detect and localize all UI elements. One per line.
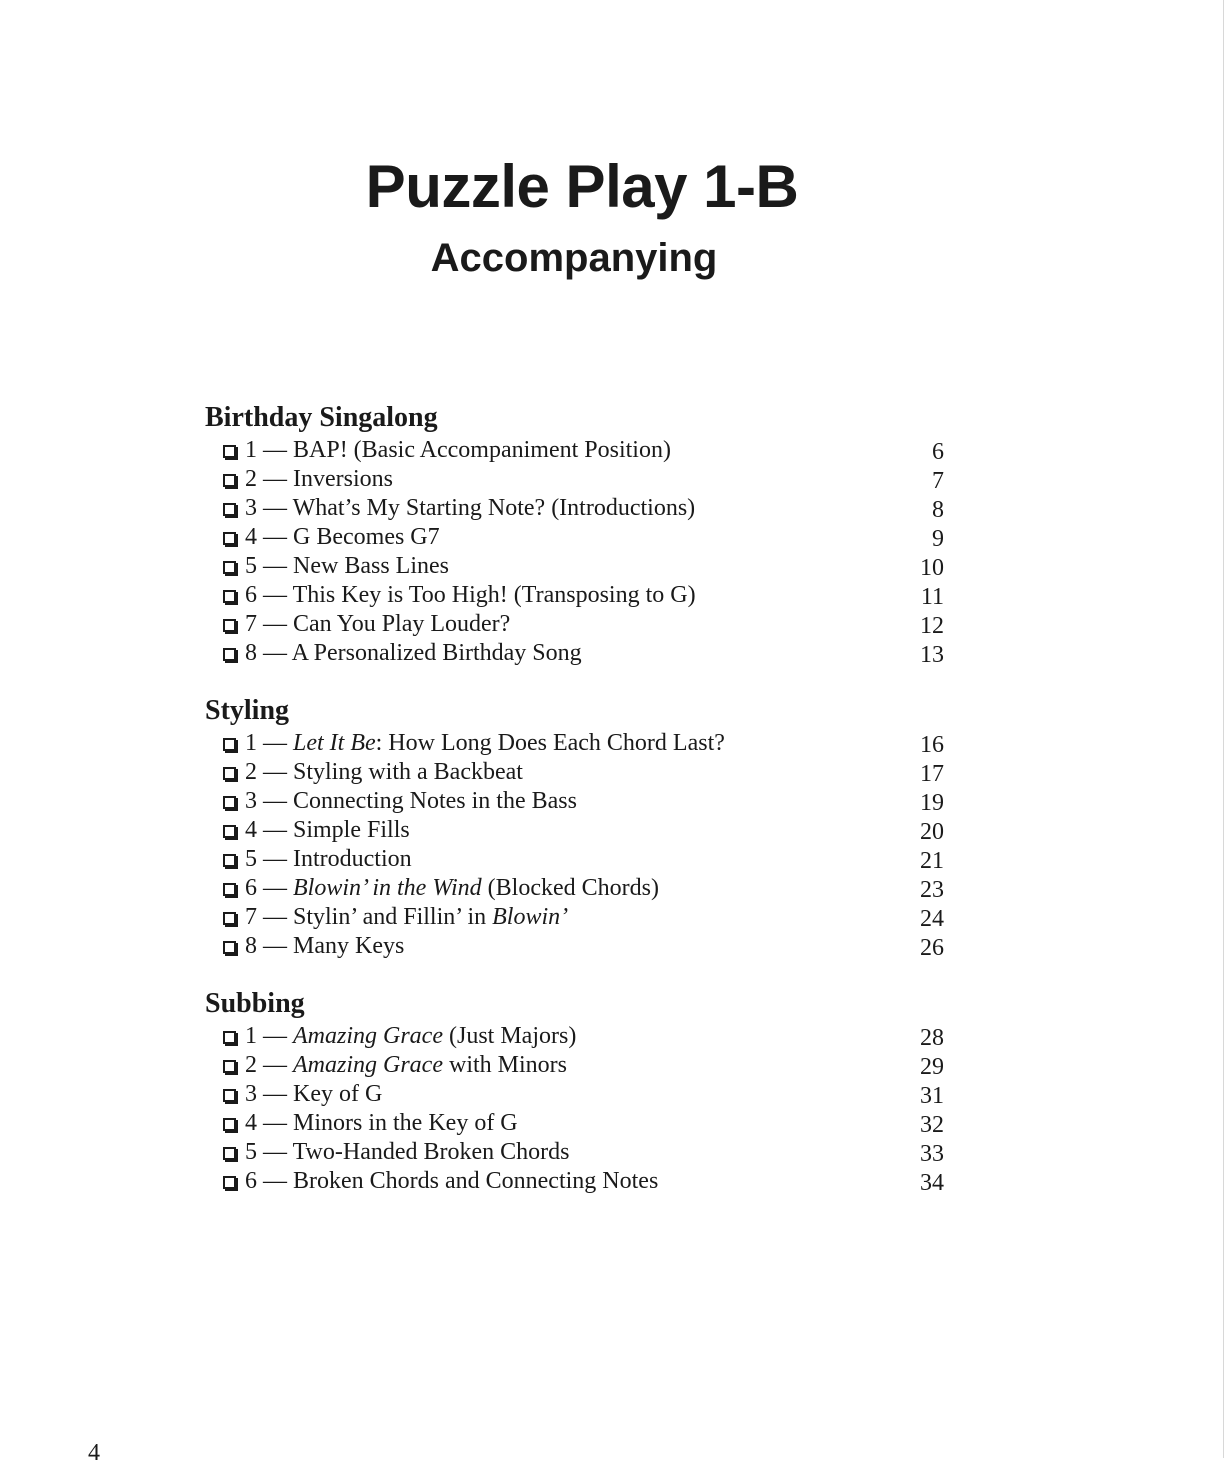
toc-entry (205, 787, 950, 816)
checkbox-icon[interactable] (223, 767, 236, 780)
table-of-contents (205, 400, 950, 1221)
entry-label-part: (Just Majors) (442, 1023, 577, 1049)
toc-entry (205, 610, 950, 639)
toc-section (205, 400, 950, 668)
section-heading: Birthday Singalong (205, 402, 438, 433)
entry-label-part: 2 — (245, 1052, 293, 1078)
entry-label-italic: Amazing Grace (293, 1023, 443, 1049)
toc-section (205, 693, 950, 961)
toc-entry (205, 1080, 950, 1109)
entry-label-part: 2 — Inversions (245, 466, 393, 492)
entry-label-part: 6 — Broken Chords and Connecting Notes (245, 1168, 659, 1194)
entry-label-part: 8 — Many Keys (245, 933, 405, 959)
entry-page-number: 28 (920, 1025, 944, 1051)
checkbox-icon[interactable] (223, 796, 236, 809)
checkbox-icon[interactable] (223, 825, 236, 838)
entry-label (245, 582, 696, 608)
entry-label (245, 1168, 658, 1194)
entry-page-number: 26 (920, 935, 944, 961)
entry-page-number: 21 (920, 848, 944, 874)
entry-label (245, 875, 659, 901)
entry-label-part: 7 — Stylin’ and Fillin’ in (245, 904, 493, 930)
entry-label-part: 3 — Connecting Notes in the Bass (245, 788, 577, 814)
entry-label-part: 3 — What’s My Starting Note? (Introductions) (245, 495, 696, 521)
entry-page-number: 17 (920, 761, 944, 787)
checkbox-icon[interactable] (223, 503, 236, 516)
entry-page-number: 29 (920, 1054, 944, 1080)
entry-page-number: 34 (920, 1170, 944, 1196)
checkbox-icon[interactable] (223, 1118, 236, 1131)
entry-page-number: 33 (920, 1141, 944, 1167)
checkbox-icon[interactable] (223, 854, 236, 867)
page-subtitle: Accompanying (430, 236, 718, 280)
entry-label (245, 846, 412, 872)
entry-label (245, 524, 440, 550)
entry-label (245, 817, 410, 843)
entry-label (245, 1023, 576, 1049)
entry-page-number: 6 (932, 439, 944, 465)
checkbox-icon[interactable] (223, 883, 236, 896)
toc-entry (205, 1022, 950, 1051)
entry-label-italic: Let It Be (293, 730, 376, 756)
checkbox-icon[interactable] (223, 474, 236, 487)
entry-label-part: 5 — New Bass Lines (245, 553, 449, 579)
toc-section (205, 986, 950, 1196)
entry-page-number: 11 (920, 584, 944, 610)
toc-entry (205, 581, 950, 610)
toc-entry (205, 1051, 950, 1080)
entry-label-italic: Blowin’ (492, 904, 569, 930)
toc-entry (205, 552, 950, 581)
entry-label (245, 1081, 382, 1107)
checkbox-icon[interactable] (223, 1176, 236, 1189)
entry-page-number: 9 (932, 526, 944, 552)
entry-page-number: 32 (920, 1112, 944, 1138)
section-heading: Subbing (205, 988, 305, 1019)
entry-page-number: 12 (920, 613, 944, 639)
entry-label (245, 611, 510, 637)
entry-label (245, 495, 695, 521)
checkbox-icon[interactable] (223, 619, 236, 632)
checkbox-icon[interactable] (223, 1089, 236, 1102)
checkbox-icon[interactable] (223, 912, 236, 925)
checkbox-icon[interactable] (223, 445, 236, 458)
entry-label (245, 933, 404, 959)
entry-label (245, 466, 393, 492)
checkbox-icon[interactable] (223, 941, 236, 954)
entry-label-part: : How Long Does Each Chord Last? (375, 730, 725, 756)
toc-entry (205, 932, 950, 961)
entry-label (245, 553, 449, 579)
entry-page-number: 19 (920, 790, 944, 816)
entry-page-number: 7 (932, 468, 944, 494)
entry-label-part: (Blocked Chords) (481, 875, 659, 901)
toc-entry (205, 639, 950, 668)
entry-page-number: 24 (920, 906, 944, 932)
entry-label-italic: Amazing Grace (293, 1052, 443, 1078)
page-edge-divider (1223, 0, 1224, 1458)
entry-label (245, 904, 568, 930)
toc-entry (205, 436, 950, 465)
checkbox-icon[interactable] (223, 1147, 236, 1160)
entry-label-part: with Minors (442, 1052, 567, 1078)
entry-label-part: 5 — Two-Handed Broken Chords (245, 1139, 570, 1165)
entry-label-part: 5 — Introduction (245, 846, 412, 872)
entry-label-part: 1 — BAP! (Basic Accompaniment Position) (245, 437, 671, 463)
entry-label-part: 4 — G Becomes G7 (245, 524, 440, 550)
toc-entry (205, 1138, 950, 1167)
entry-label-part: 4 — Simple Fills (245, 817, 410, 843)
entry-page-number: 31 (920, 1083, 944, 1109)
entry-label (245, 759, 523, 785)
toc-entry (205, 903, 950, 932)
entry-label-part: 2 — Styling with a Backbeat (245, 759, 523, 785)
toc-entry (205, 1109, 950, 1138)
toc-entry (205, 465, 950, 494)
entry-page-number: 20 (920, 819, 944, 845)
entry-page-number: 23 (920, 877, 944, 903)
entry-label-part: 4 — Minors in the Key of G (245, 1110, 518, 1136)
checkbox-icon[interactable] (223, 1031, 236, 1044)
entry-label (245, 640, 582, 666)
entry-label-part: 7 — Can You Play Louder? (245, 611, 511, 637)
toc-entry (205, 816, 950, 845)
toc-entry (205, 1167, 950, 1196)
section-heading: Styling (205, 695, 290, 726)
entry-label (245, 1052, 567, 1078)
entry-label-part: 8 — A Personalized Birthday Song (245, 640, 582, 666)
page-title: Puzzle Play 1-B (365, 153, 799, 220)
checkbox-icon[interactable] (223, 1060, 236, 1073)
entry-label (245, 788, 577, 814)
entry-page-number: 8 (932, 497, 944, 523)
entry-label-part: 6 — (245, 875, 293, 901)
toc-entry (205, 729, 950, 758)
entry-label-part: 1 — (245, 730, 293, 756)
toc-entry (205, 845, 950, 874)
entry-label (245, 1139, 570, 1165)
entry-label-italic: Blowin’ in the Wind (293, 875, 482, 901)
entry-label-part: 3 — Key of G (245, 1081, 383, 1107)
entry-label (245, 1110, 518, 1136)
entry-label (245, 730, 725, 756)
checkbox-icon[interactable] (223, 738, 236, 751)
folio-page-number: 4 (88, 1440, 100, 1466)
checkbox-icon[interactable] (223, 561, 236, 574)
toc-entry (205, 523, 950, 552)
checkbox-icon[interactable] (223, 648, 236, 661)
entry-page-number: 13 (920, 642, 944, 668)
entry-label-part: 1 — (245, 1023, 293, 1049)
entry-label (245, 437, 671, 463)
toc-entry (205, 758, 950, 787)
checkbox-icon[interactable] (223, 532, 236, 545)
toc-entry (205, 494, 950, 523)
toc-entry (205, 874, 950, 903)
entry-page-number: 10 (920, 555, 944, 581)
entry-label-part: 6 — This Key is Too High! (Transposing to G) (245, 582, 696, 608)
entry-page-number: 16 (920, 732, 944, 758)
checkbox-icon[interactable] (223, 590, 236, 603)
